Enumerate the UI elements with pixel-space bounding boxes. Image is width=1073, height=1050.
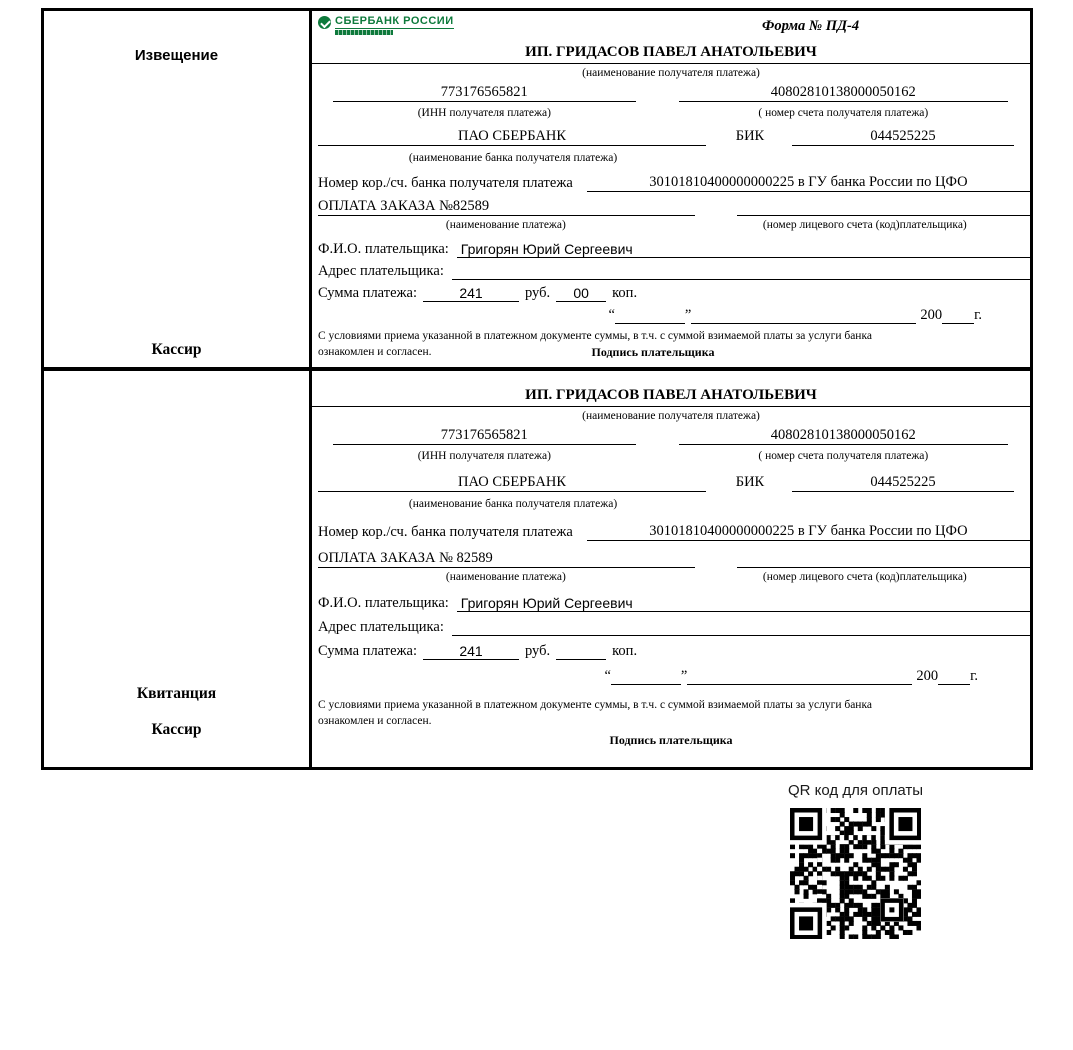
date-day-blank: [615, 323, 685, 324]
notice-content: [312, 11, 1030, 367]
agreement-text-2: ознакомлен и согласен.: [318, 715, 432, 727]
sum-kop-value: 00: [556, 285, 606, 302]
inn-value: 773176565821: [333, 427, 636, 445]
rub-label: руб.: [525, 285, 551, 301]
qr-code: [790, 808, 921, 939]
fio-label: Ф.И.О. плательщика:: [318, 241, 449, 257]
fio-value: Григорян Юрий Сергеевич: [457, 241, 1030, 258]
address-label: Адрес плательщика:: [318, 263, 444, 279]
inn-caption: (ИНН получателя платежа): [417, 450, 551, 462]
personal-account-caption: (номер лицевого счета (код)плательщика): [762, 571, 967, 583]
sberbank-icon: [318, 16, 331, 29]
account-caption: ( номер счета получателя платежа): [758, 107, 929, 119]
sberbank-logo: [318, 15, 454, 35]
year-prefix: 200: [916, 668, 939, 684]
receipt-section: [44, 371, 1030, 767]
receipt-cashier-label: Кассир: [151, 721, 202, 738]
personal-account-caption: (номер лицевого счета (код)плательщика): [762, 219, 967, 231]
bik-value: 044525225: [792, 474, 1014, 492]
payee-caption: (наименование получателя платежа): [582, 410, 760, 422]
agreement-text: С условиями приема указанной в платежном документе суммы, в т.ч. с суммой взимаемой платы за услуги банка: [318, 330, 872, 342]
payee-name: ИП. ГРИДАСОВ ПАВЕЛ АНАТОЛЬЕВИЧ: [312, 42, 1030, 64]
notice-label: Извещение: [134, 47, 219, 64]
date-month-blank: [687, 684, 912, 685]
payee-caption: (наименование получателя платежа): [582, 67, 760, 79]
notice-section: [44, 11, 1030, 371]
sum-rub-value: 241: [423, 285, 519, 302]
receipt-side-column: [44, 371, 312, 767]
pd4-form: [41, 8, 1033, 770]
bik-label: БИК: [735, 474, 765, 490]
sum-rub-value: 241: [423, 643, 519, 660]
payer-signature-label: Подпись плательщика: [609, 733, 733, 747]
year-suffix: г.: [970, 668, 978, 684]
quote-close: ”: [680, 668, 688, 684]
bank-name: ПАО СБЕРБАНК: [318, 474, 706, 492]
payment-caption: (наименование платежа): [445, 219, 566, 231]
qr-label: QR код для оплаты: [788, 782, 924, 799]
personal-account-blank: [737, 567, 1030, 568]
payee-name: ИП. ГРИДАСОВ ПАВЕЛ АНАТОЛЬЕВИЧ: [312, 385, 1030, 407]
quote-open: “: [604, 668, 611, 684]
inn-caption: (ИНН получателя платежа): [417, 107, 551, 119]
account-value: 40802810138000050162: [679, 427, 1008, 445]
rub-label: руб.: [525, 643, 551, 659]
receipt-content: [312, 371, 1030, 767]
form-number: Форма № ПД-4: [762, 18, 860, 34]
kop-label: коп.: [612, 643, 638, 659]
corr-account-label: Номер кор./сч. банка получателя платежа: [318, 524, 573, 540]
inn-value: 773176565821: [333, 84, 636, 102]
sberbank-logo-text: СБЕРБАНК РОССИИ: [335, 15, 454, 27]
account-value: 40802810138000050162: [679, 84, 1008, 102]
payment-caption: (наименование платежа): [445, 571, 566, 583]
notice-side-column: [44, 11, 312, 367]
kop-label: коп.: [612, 285, 638, 301]
address-blank: [452, 635, 1030, 636]
address-label: Адрес плательщика:: [318, 619, 444, 635]
payment-name: ОПЛАТА ЗАКАЗА № 82589: [318, 550, 695, 568]
bank-caption: (наименование банка получателя платежа): [408, 498, 618, 510]
payment-name: ОПЛАТА ЗАКАЗА №82589: [318, 198, 695, 216]
corr-account-value: 30101810400000000225 в ГУ банка России по ЦФО: [587, 523, 1030, 541]
year-prefix: 200: [920, 307, 943, 323]
personal-account-blank: [737, 215, 1030, 216]
agreement-text: С условиями приема указанной в платежном документе суммы, в т.ч. с суммой взимаемой платы за услуги банка: [318, 699, 872, 711]
date-year-blank: [942, 323, 974, 324]
bik-label: БИК: [735, 128, 765, 144]
bik-value: 044525225: [792, 128, 1014, 146]
account-caption: ( номер счета получателя платежа): [758, 450, 929, 462]
sum-label: Сумма платежа:: [318, 285, 417, 301]
quote-open: “: [608, 307, 615, 323]
payer-signature-label: Подпись плательщика: [591, 345, 715, 359]
corr-account-label: Номер кор./сч. банка получателя платежа: [318, 175, 573, 191]
sum-label: Сумма платежа:: [318, 643, 417, 659]
date-day-blank: [611, 684, 681, 685]
date-year-blank: [938, 684, 970, 685]
sberbank-tagline-bar: [335, 30, 393, 35]
date-month-blank: [691, 323, 916, 324]
notice-cashier-label: Кассир: [151, 341, 202, 358]
corr-account-value: 30101810400000000225 в ГУ банка России по ЦФО: [587, 174, 1030, 192]
sum-kop-value: [556, 659, 606, 660]
receipt-label: Квитанция: [136, 685, 217, 702]
address-blank: [452, 279, 1030, 280]
agreement-text-2: ознакомлен и согласен.: [318, 346, 432, 358]
quote-close: ”: [684, 307, 692, 323]
bank-name: ПАО СБЕРБАНК: [318, 128, 706, 146]
fio-value: Григорян Юрий Сергеевич: [457, 595, 1030, 612]
bank-caption: (наименование банка получателя платежа): [408, 152, 618, 164]
year-suffix: г.: [974, 307, 982, 323]
notice-header-row: [312, 11, 1030, 42]
fio-label: Ф.И.О. плательщика:: [318, 595, 449, 611]
